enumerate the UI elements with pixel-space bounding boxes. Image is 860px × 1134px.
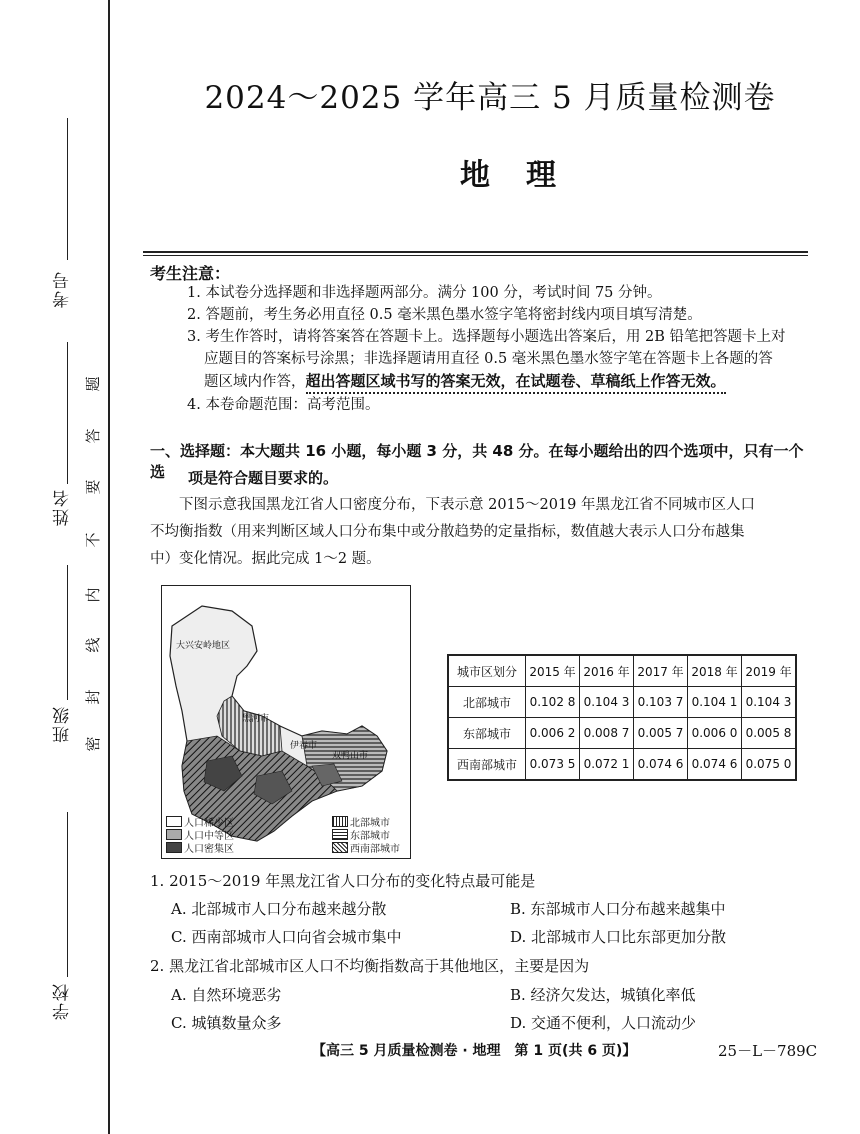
class-blank[interactable]: [67, 565, 68, 700]
legend-label: 人口中等区: [184, 830, 234, 842]
seal-char: 要: [84, 479, 102, 495]
binding-line: [108, 0, 110, 1134]
legend-item: [166, 828, 234, 840]
legend-swatch: [332, 842, 348, 853]
table-header: 2015 年: [526, 655, 580, 687]
seal-char: 答: [84, 428, 102, 444]
school-label: 学校: [53, 982, 73, 1020]
seal-char: 封: [84, 689, 102, 705]
table-cell: 0.005 8: [742, 718, 797, 749]
question-option[interactable]: C. 西南部城市人口向省会城市集中: [171, 928, 402, 946]
page-footer: 【高三 5 月质量检测卷 · 地理 第 1 页(共 6 页)】: [312, 1043, 637, 1059]
notice-item: 4. 本卷命题范围：高考范围。: [187, 397, 380, 413]
section-heading-cont: 项是符合题目要求的。: [188, 469, 339, 487]
question-option[interactable]: D. 北部城市人口比东部更加分散: [510, 928, 727, 946]
question-option[interactable]: A. 自然环境恶劣: [171, 986, 282, 1004]
table-cell: 0.074 6: [634, 749, 688, 781]
name-blank[interactable]: [67, 342, 68, 484]
seal-char: 题: [84, 376, 102, 392]
inequality-index-table: [447, 654, 797, 781]
question-stem: 1. 2015～2019 年黑龙江省人口分布的变化特点最可能是: [150, 872, 536, 890]
seal-char: 密: [84, 736, 102, 752]
map-label: 黑河市: [242, 714, 270, 724]
legend-swatch: [332, 829, 348, 840]
table-cell: 0.104 3: [742, 687, 797, 718]
divider: [143, 255, 808, 256]
notice-emphasis: 超出答题区域书写的答案无效，在试题卷、草稿纸上作答无效。: [306, 372, 726, 394]
table-cell: 0.072 1: [580, 749, 634, 781]
table-cell: 0.075 0: [742, 749, 797, 781]
table-cell: 0.104 3: [580, 687, 634, 718]
legend-swatch: [166, 816, 182, 827]
map-label: 伊春市: [290, 741, 318, 751]
legend-label: 人口密集区: [184, 843, 234, 855]
exam-no-label: 考号: [53, 270, 73, 308]
school-blank[interactable]: [67, 812, 68, 977]
intro-paragraph: 不均衡指数（用来判断区域人口分布集中或分散趋势的定量指标，数值越大表示人口分布越集: [150, 524, 745, 540]
table-header: 2018 年: [688, 655, 742, 687]
table-header: 2017 年: [634, 655, 688, 687]
legend-swatch: [166, 829, 182, 840]
question-option[interactable]: C. 城镇数量众多: [171, 1014, 282, 1032]
table-cell: 东部城市: [448, 718, 526, 749]
section-heading: 一、选择题：本大题共 16 小题，每小题 3 分，共 48 分。在每小题给出的四个选项中，只有一个选: [150, 442, 804, 481]
table-cell: 0.008 7: [580, 718, 634, 749]
table-cell: 0.006 0: [688, 718, 742, 749]
seal-char: 不: [84, 532, 102, 548]
class-label: 班级: [53, 705, 73, 743]
notice-item-line: [204, 370, 824, 393]
table-header: 城市区划分: [448, 655, 526, 687]
table-cell: 0.103 7: [634, 687, 688, 718]
legend-label: 东部城市: [350, 830, 390, 842]
exam-no-blank[interactable]: [67, 118, 68, 260]
exam-title: 2024～2025 学年高三 5 月质量检测卷: [204, 80, 776, 116]
notice-title: 考生注意：: [150, 264, 231, 283]
paper-code: 25－L－789C: [718, 1042, 818, 1060]
table-cell: 北部城市: [448, 687, 526, 718]
legend-item: [332, 828, 400, 840]
notice-item: 1. 本试卷分选择题和非选择题两部分。满分 100 分，考试时间 75 分钟。: [187, 285, 662, 301]
intro-paragraph: 中）变化情况。据此完成 1～2 题。: [150, 551, 381, 567]
table-header: 2019 年: [742, 655, 797, 687]
map-label: 双鸭山市: [332, 751, 369, 761]
seal-char: 线: [84, 637, 102, 653]
legend-item: [166, 841, 234, 853]
map-legend-right: [332, 815, 400, 854]
subject-title: 地理: [460, 158, 592, 193]
table-cell: 0.006 2: [526, 718, 580, 749]
table-header: 2016 年: [580, 655, 634, 687]
legend-swatch: [166, 842, 182, 853]
table-cell: 0.104 1: [688, 687, 742, 718]
legend-item: [166, 815, 234, 827]
table-row: [448, 749, 796, 781]
map-label: 大兴安岭地区: [176, 641, 231, 651]
legend-swatch: [332, 816, 348, 827]
notice-item: 3. 考生作答时，请将答案答在答题卡上。选择题每小题选出答案后，用 2B 铅笔把答题卡上对: [187, 329, 786, 345]
legend-item: [332, 841, 400, 853]
table-cell: 0.005 7: [634, 718, 688, 749]
legend-label: 人口稀少区: [184, 817, 234, 829]
table-cell: 0.074 6: [688, 749, 742, 781]
table-row: [448, 687, 796, 718]
divider: [143, 251, 808, 253]
table-header-row: [448, 655, 796, 687]
question-option[interactable]: B. 东部城市人口分布越来越集中: [510, 900, 726, 918]
notice-item: 2. 答题前，考生务必用直径 0.5 毫米黑色墨水签字笔将密封线内项目填写清楚。: [187, 307, 702, 323]
table-cell: 0.073 5: [526, 749, 580, 781]
question-option[interactable]: D. 交通不便利，人口流动少: [510, 1014, 697, 1032]
intro-paragraph: 下图示意我国黑龙江省人口密度分布，下表示意 2015～2019 年黑龙江省不同城市区人口: [179, 497, 756, 513]
legend-label: 西南部城市: [350, 843, 400, 855]
question-option[interactable]: B. 经济欠发达，城镇化率低: [510, 986, 696, 1004]
name-label: 姓名: [53, 488, 73, 526]
notice-item: 题区域内作答，: [204, 374, 306, 390]
table-cell: 西南部城市: [448, 749, 526, 781]
table-row: [448, 718, 796, 749]
table-cell: 0.102 8: [526, 687, 580, 718]
legend-item: [332, 815, 400, 827]
map-legend-left: [166, 815, 234, 854]
notice-item: 应题目的答案标号涂黑；非选择题请用直径 0.5 毫米黑色墨水签字笔在答题卡上各题的答: [204, 351, 773, 367]
question-stem: 2. 黑龙江省北部城市区人口不均衡指数高于其他地区，主要是因为: [150, 957, 590, 975]
question-option[interactable]: A. 北部城市人口分布越来越分散: [171, 900, 387, 918]
seal-char: 内: [84, 587, 102, 603]
legend-label: 北部城市: [350, 817, 390, 829]
